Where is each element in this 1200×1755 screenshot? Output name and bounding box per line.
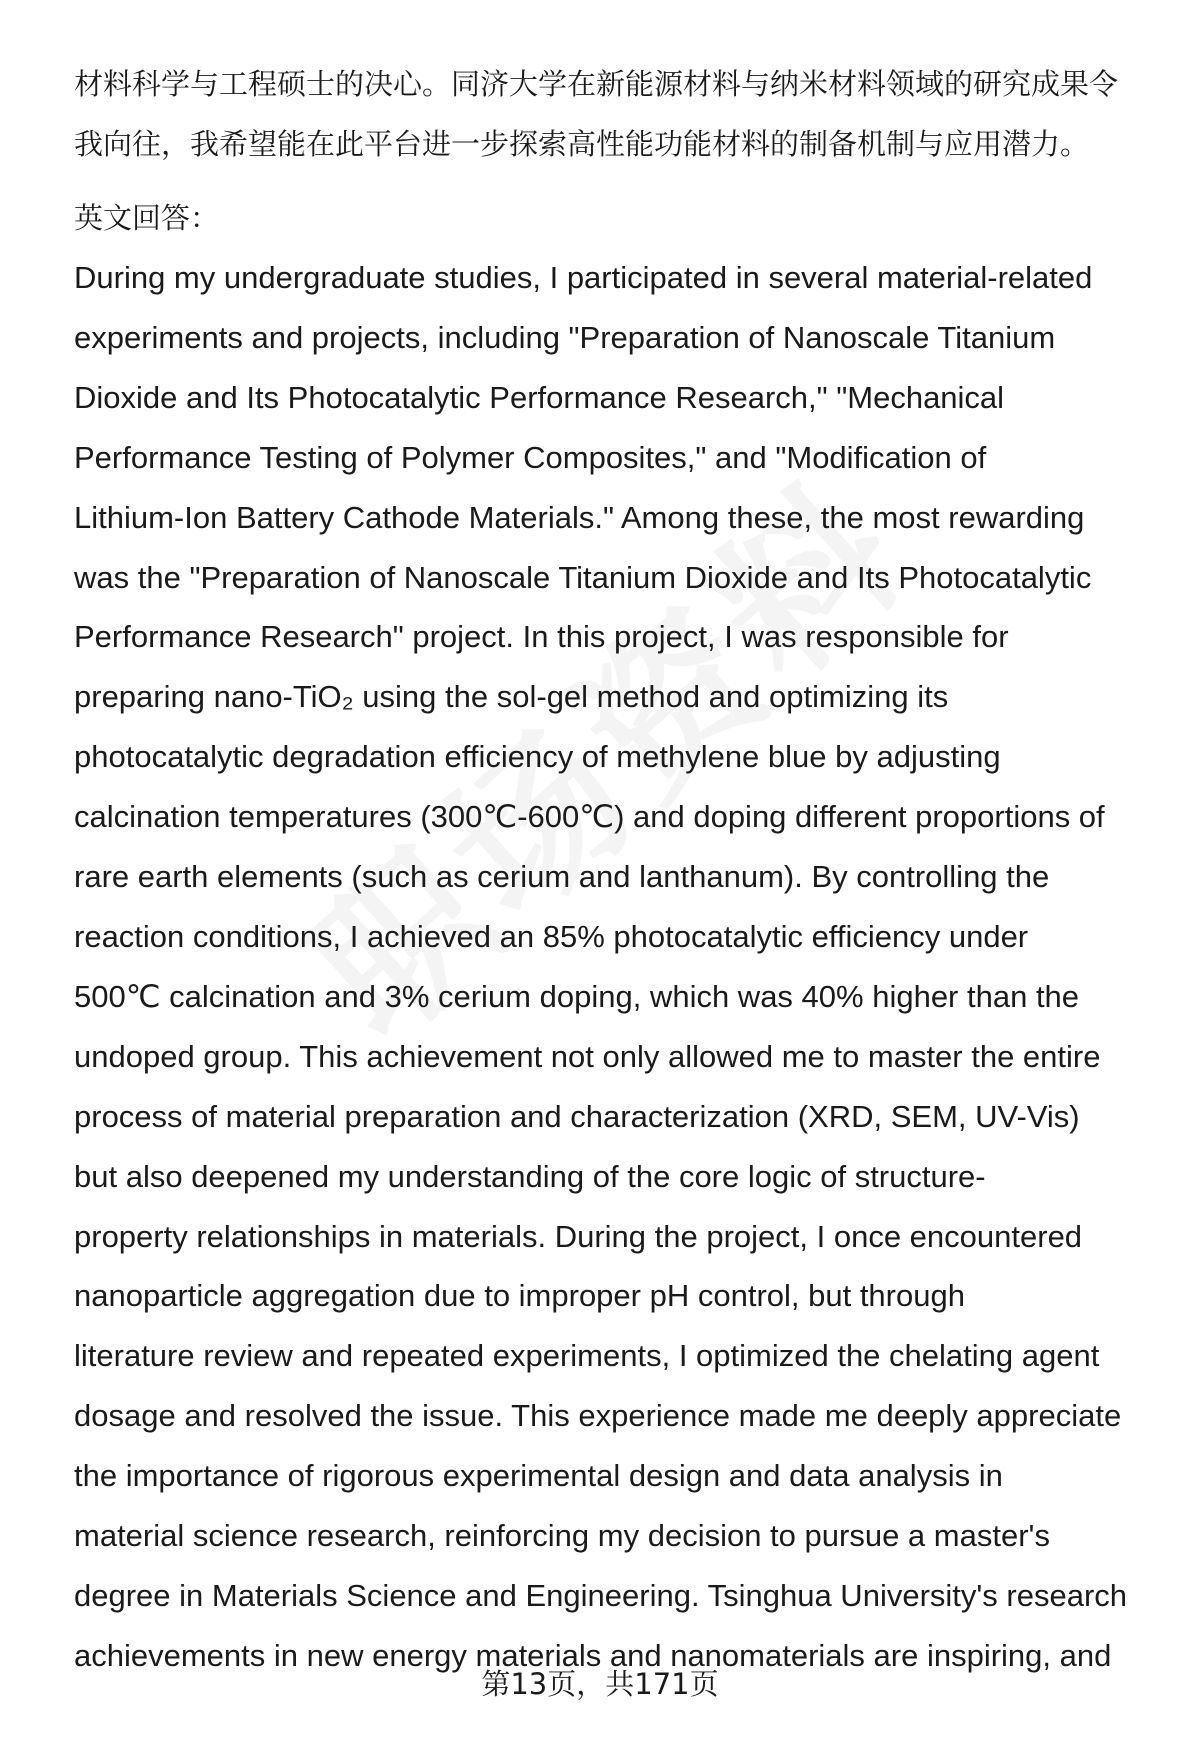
text-line: material science research, reinforcing my decision to pursue a master's xyxy=(74,1518,1050,1554)
chinese-line: 材料科学与工程硕士的决心。同济大学在新能源材料与纳米材料领域的研究成果令 xyxy=(74,67,1119,101)
text-line: Performance Research" project. In this project, I was responsible for xyxy=(74,619,1009,655)
text-line: the importance of rigorous experimental design and data analysis in xyxy=(74,1458,1003,1494)
text-line: During my undergraduate studies, I participated in several material-related xyxy=(74,260,1093,295)
text-line: reaction conditions, I achieved an 85% photocatalytic efficiency under xyxy=(74,918,1029,954)
text-line: process of material preparation and characterization (XRD, SEM, UV-Vis) xyxy=(74,1098,1080,1134)
text-line: undoped group. This achievement not only allowed me to master the entire xyxy=(74,1038,1101,1074)
page-content xyxy=(74,54,1154,1686)
text-line: preparing nano-TiO₂ using the sol-gel method and optimizing its xyxy=(74,679,949,715)
chinese-line: 我向往，我希望能在此平台进一步探索高性能功能材料的制备机制与应用潜力。 xyxy=(74,127,1090,161)
page-number-footer: 第13页，共171页 xyxy=(481,1667,719,1701)
english-answer-body xyxy=(74,248,1154,1686)
text-line: degree in Materials Science and Engineering. Tsinghua University's research xyxy=(74,1577,1128,1613)
text-line: literature review and repeated experiments, I optimized the chelating agent xyxy=(74,1338,1100,1374)
text-line: rare earth elements (such as cerium and lanthanum). By controlling the xyxy=(74,859,1050,895)
text-line: Dioxide and Its Photocatalytic Performance Research," "Mechanical xyxy=(74,379,1005,415)
text-line: experiments and projects, including "Preparation of Nanoscale Titanium xyxy=(74,319,1056,355)
text-line: photocatalytic degradation efficiency of methylene blue by adjusting xyxy=(74,739,1001,775)
text-line: was the "Preparation of Nanoscale Titanium Dioxide and Its Photocatalytic xyxy=(74,559,1092,595)
text-line: property relationships in materials. During the project, I once encountered xyxy=(74,1218,1083,1254)
text-line: but also deepened my understanding of the core logic of structure- xyxy=(74,1158,986,1194)
english-answer-heading: 英文回答： xyxy=(74,201,220,235)
text-line: calcination temperatures (300℃-600℃) and doping different proportions of xyxy=(74,799,1105,835)
text-line: Lithium-Ion Battery Cathode Materials." Among these, the most rewarding xyxy=(74,499,1085,535)
text-line: dosage and resolved the issue. This experience made me deeply appreciate xyxy=(74,1398,1122,1434)
chinese-paragraph xyxy=(74,54,1154,174)
text-line: achievements in new energy materials and nanomaterials are inspiring, and xyxy=(74,1637,1112,1673)
text-line: nanoparticle aggregation due to improper pH control, but through xyxy=(74,1278,965,1314)
text-line: Performance Testing of Polymer Composites," and "Modification of xyxy=(74,439,987,475)
text-line: 500℃ calcination and 3% cerium doping, which was 40% higher than the xyxy=(74,978,1080,1014)
